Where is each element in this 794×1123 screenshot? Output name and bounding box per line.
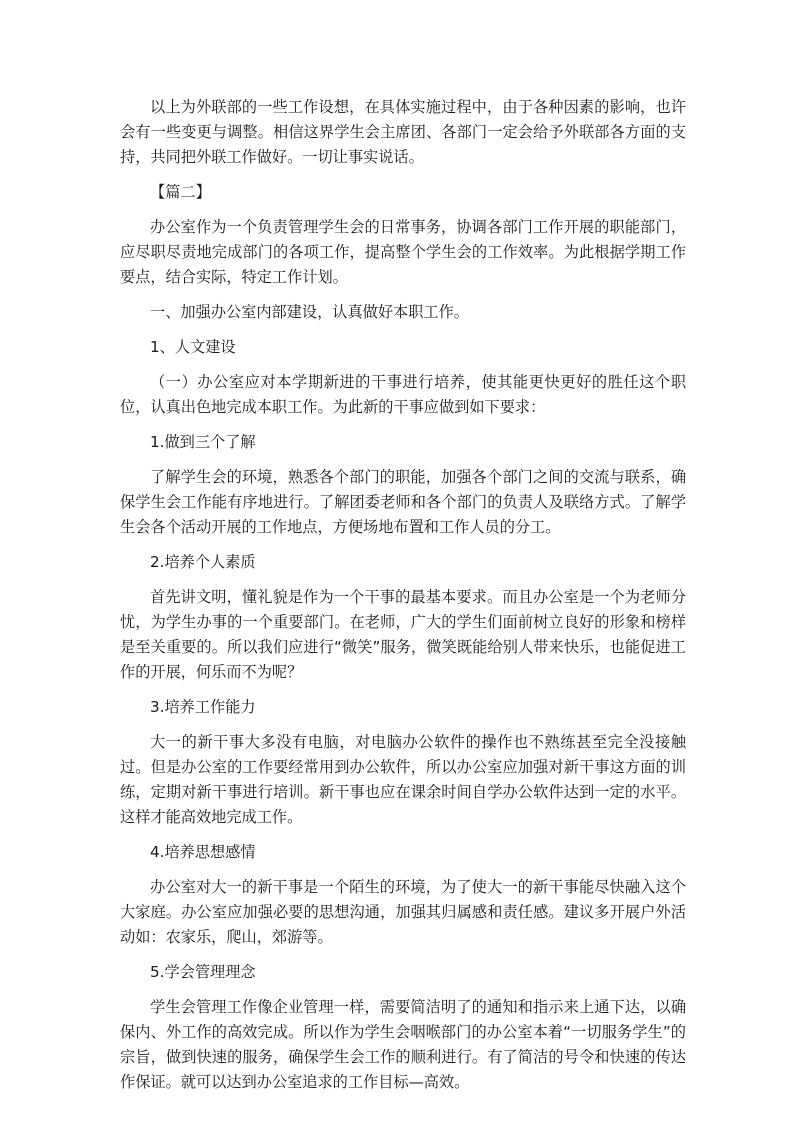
paragraph-management: 学生会管理工作像企业管理一样，需要简洁明了的通知和指示来上通下达，以确保内、外工作的高效完成。所以作为学生会咽喉部门的办公室本着“一切服务学生”的宗旨，做到快速的服务，确保学生会工作的顺利进行。有了简洁的号令和快速的传达作保证。就可以达到办公室追求的工作目标—高效。 [120,998,686,1091]
paragraph-work-ability: 大一的新干事大多没有电脑，对电脑办公软件的操作也不熟练甚至完全没接触过。但是办公室的工作要经常用到办公软件，所以办公室应加强对新干事这方面的训练，定期对新干事进行培训。新干事也应在课余时间自学办公软件达到一定的水平。这样才能高效地完成工作。 [120,733,686,826]
heading-humanities: 1、人文建设 [150,338,236,356]
paragraph-intro: 以上为外联部的一些工作设想，在具体实施过程中，由于各种因素的影响，也许会有一些变更与调整。相信这界学生会主席团、各部门一定会给予外联部各方面的支持，共同把外联工作做好。一切让事实说话。 [120,98,686,166]
paragraph-personal-quality: 首先讲文明，懂礼貌是作为一个干事的最基本要求。而且办公室是一个为老师分忧，为学生办事的一个重要部门。在老师，广大的学生们面前树立良好的形象和榜样是至关重要的。所以我们应进行“微笑”服务，微笑既能给别人带来快乐，也能促进工作的开展，何乐而不为呢？ [120,588,686,681]
heading-internal-construction: 一、加强办公室内部建设，认真做好本职工作。 [150,303,469,321]
paragraph-new-staff-training: （一）办公室应对本学期新进的干事进行培养，使其能更快更好的胜任这个职位，认真出色地完成本职工作。为此新的干事应做到如下要求： [120,373,686,416]
subheading-ideology: 4.培养思想感情 [150,843,256,861]
subheading-work-ability: 3.培养工作能力 [150,698,256,716]
paragraph-ideology: 办公室对大一的新干事是一个陌生的环境，为了使大一的新干事能尽快融入这个大家庭。办公室应加强必要的思想沟通，加强其归属感和责任感。建议多开展户外活动如：农家乐，爬山，郊游等。 [120,878,686,946]
subheading-three-understandings: 1.做到三个了解 [150,433,256,451]
paragraph-office-role: 办公室作为一个负责管理学生会的日常事务，协调各部门工作开展的职能部门，应尽职尽责地完成部门的各项工作，提高整个学生会的工作效率。为此根据学期工作要点，结合实际，特定工作计划。 [120,218,686,286]
section-heading-part-two: 【篇二】 [150,183,211,201]
subheading-personal-quality: 2.培养个人素质 [150,553,256,571]
subheading-management: 5.学会管理理念 [150,963,256,981]
document-body [120,95,686,1095]
paragraph-three-understandings: 了解学生会的环境，熟悉各个部门的职能，加强各个部门之间的交流与联系，确保学生会工作能有序地进行。了解团委老师和各个部门的负责人及联络方式。了解学生会各个活动开展的工作地点，方便场地布置和工作人员的分工。 [120,468,686,536]
